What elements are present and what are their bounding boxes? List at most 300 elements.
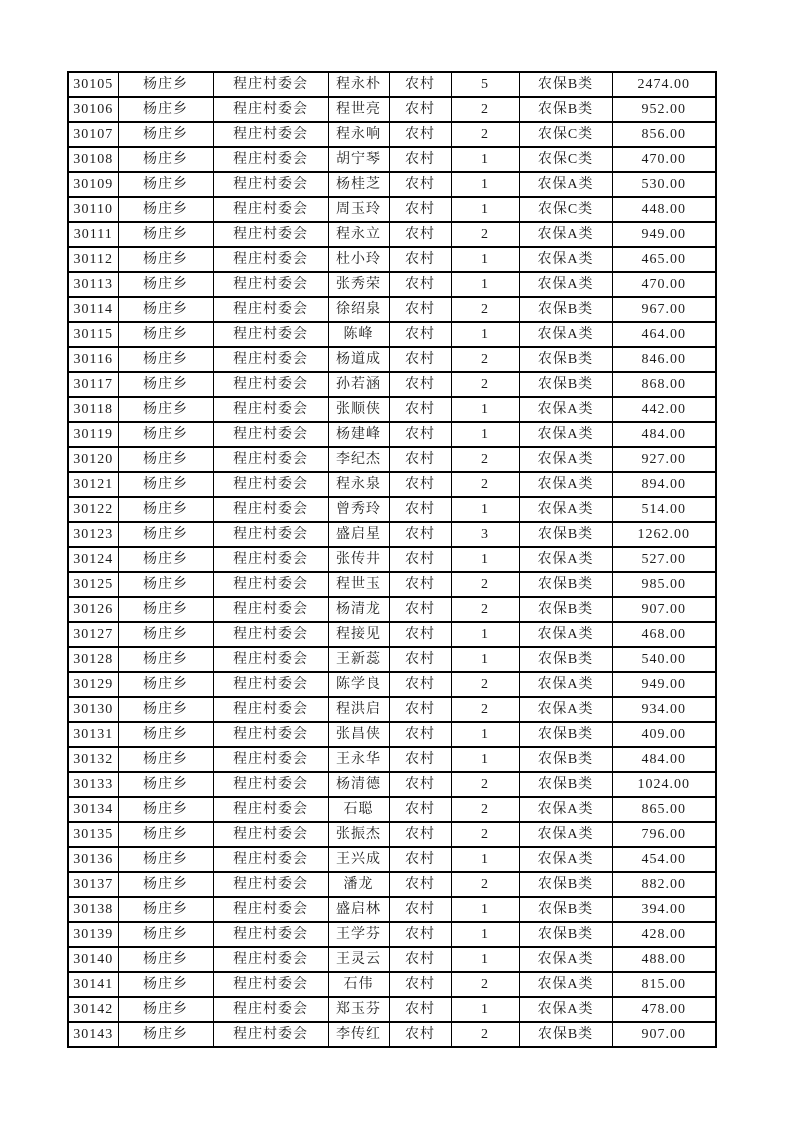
table-row: [68, 372, 716, 397]
table-row: [68, 697, 716, 722]
cell-township: 杨庄乡: [118, 722, 213, 747]
table-row: [68, 922, 716, 947]
cell-amount: 868.00: [612, 372, 716, 397]
table-row: [68, 97, 716, 122]
cell-record-id: 30117: [68, 372, 118, 397]
cell-person-name: 杨清德: [328, 772, 389, 797]
cell-village-committee: 程庄村委会: [213, 397, 328, 422]
table-row: [68, 797, 716, 822]
table-row: [68, 822, 716, 847]
cell-residence-type: 农村: [389, 972, 451, 997]
cell-township: 杨庄乡: [118, 697, 213, 722]
cell-amount: 540.00: [612, 647, 716, 672]
cell-record-id: 30127: [68, 622, 118, 647]
cell-insurance-class: 农保B类: [519, 522, 612, 547]
cell-village-committee: 程庄村委会: [213, 497, 328, 522]
table-row: [68, 347, 716, 372]
cell-township: 杨庄乡: [118, 397, 213, 422]
cell-person-count: 2: [451, 122, 519, 147]
table-row: [68, 322, 716, 347]
cell-person-name: 程洪启: [328, 697, 389, 722]
cell-person-count: 2: [451, 297, 519, 322]
cell-insurance-class: 农保C类: [519, 197, 612, 222]
cell-residence-type: 农村: [389, 172, 451, 197]
cell-insurance-class: 农保B类: [519, 722, 612, 747]
cell-village-committee: 程庄村委会: [213, 597, 328, 622]
cell-township: 杨庄乡: [118, 997, 213, 1022]
cell-person-name: 郑玉芬: [328, 997, 389, 1022]
cell-village-committee: 程庄村委会: [213, 772, 328, 797]
cell-record-id: 30111: [68, 222, 118, 247]
cell-township: 杨庄乡: [118, 972, 213, 997]
cell-residence-type: 农村: [389, 372, 451, 397]
table-row: [68, 397, 716, 422]
cell-amount: 934.00: [612, 697, 716, 722]
cell-person-count: 2: [451, 447, 519, 472]
cell-person-name: 李传红: [328, 1022, 389, 1047]
cell-amount: 488.00: [612, 947, 716, 972]
cell-insurance-class: 农保A类: [519, 972, 612, 997]
cell-township: 杨庄乡: [118, 872, 213, 897]
cell-person-count: 2: [451, 97, 519, 122]
cell-person-count: 5: [451, 72, 519, 97]
cell-village-committee: 程庄村委会: [213, 197, 328, 222]
cell-person-count: 1: [451, 847, 519, 872]
cell-person-name: 程永响: [328, 122, 389, 147]
cell-residence-type: 农村: [389, 522, 451, 547]
cell-township: 杨庄乡: [118, 572, 213, 597]
table-row: [68, 747, 716, 772]
cell-person-count: 1: [451, 322, 519, 347]
cell-village-committee: 程庄村委会: [213, 647, 328, 672]
cell-person-count: 2: [451, 972, 519, 997]
table-row: [68, 572, 716, 597]
cell-record-id: 30138: [68, 897, 118, 922]
cell-amount: 514.00: [612, 497, 716, 522]
cell-insurance-class: 农保B类: [519, 922, 612, 947]
cell-insurance-class: 农保A类: [519, 422, 612, 447]
cell-residence-type: 农村: [389, 222, 451, 247]
cell-village-committee: 程庄村委会: [213, 322, 328, 347]
cell-person-name: 周玉玲: [328, 197, 389, 222]
cell-insurance-class: 农保B类: [519, 872, 612, 897]
cell-person-name: 王永华: [328, 747, 389, 772]
cell-township: 杨庄乡: [118, 372, 213, 397]
cell-residence-type: 农村: [389, 322, 451, 347]
cell-record-id: 30116: [68, 347, 118, 372]
cell-residence-type: 农村: [389, 747, 451, 772]
table-row: [68, 147, 716, 172]
cell-township: 杨庄乡: [118, 797, 213, 822]
table-row: [68, 122, 716, 147]
cell-amount: 907.00: [612, 1022, 716, 1047]
cell-amount: 442.00: [612, 397, 716, 422]
cell-record-id: 30126: [68, 597, 118, 622]
cell-person-name: 王灵云: [328, 947, 389, 972]
cell-person-name: 胡宁琴: [328, 147, 389, 172]
cell-township: 杨庄乡: [118, 272, 213, 297]
cell-record-id: 30118: [68, 397, 118, 422]
cell-residence-type: 农村: [389, 397, 451, 422]
cell-insurance-class: 农保A类: [519, 697, 612, 722]
cell-amount: 2474.00: [612, 72, 716, 97]
cell-record-id: 30105: [68, 72, 118, 97]
table-row: [68, 497, 716, 522]
cell-township: 杨庄乡: [118, 647, 213, 672]
cell-person-count: 1: [451, 897, 519, 922]
cell-person-count: 3: [451, 522, 519, 547]
cell-insurance-class: 农保A类: [519, 497, 612, 522]
cell-residence-type: 农村: [389, 297, 451, 322]
cell-amount: 949.00: [612, 672, 716, 697]
cell-amount: 882.00: [612, 872, 716, 897]
cell-person-count: 1: [451, 722, 519, 747]
cell-village-committee: 程庄村委会: [213, 972, 328, 997]
cell-residence-type: 农村: [389, 547, 451, 572]
cell-amount: 470.00: [612, 147, 716, 172]
cell-township: 杨庄乡: [118, 122, 213, 147]
table-row: [68, 647, 716, 672]
cell-township: 杨庄乡: [118, 347, 213, 372]
cell-person-name: 陈峰: [328, 322, 389, 347]
cell-township: 杨庄乡: [118, 222, 213, 247]
cell-amount: 484.00: [612, 747, 716, 772]
cell-record-id: 30121: [68, 472, 118, 497]
cell-record-id: 30130: [68, 697, 118, 722]
cell-amount: 530.00: [612, 172, 716, 197]
cell-record-id: 30133: [68, 772, 118, 797]
cell-residence-type: 农村: [389, 272, 451, 297]
cell-residence-type: 农村: [389, 622, 451, 647]
cell-township: 杨庄乡: [118, 897, 213, 922]
cell-person-name: 陈学良: [328, 672, 389, 697]
cell-township: 杨庄乡: [118, 847, 213, 872]
cell-township: 杨庄乡: [118, 747, 213, 772]
cell-person-count: 1: [451, 647, 519, 672]
cell-record-id: 30125: [68, 572, 118, 597]
cell-village-committee: 程庄村委会: [213, 147, 328, 172]
table-row: [68, 947, 716, 972]
cell-village-committee: 程庄村委会: [213, 72, 328, 97]
cell-person-name: 张昌侠: [328, 722, 389, 747]
cell-insurance-class: 农保B类: [519, 572, 612, 597]
cell-person-count: 2: [451, 672, 519, 697]
cell-village-committee: 程庄村委会: [213, 122, 328, 147]
cell-record-id: 30131: [68, 722, 118, 747]
cell-residence-type: 农村: [389, 572, 451, 597]
cell-residence-type: 农村: [389, 722, 451, 747]
cell-person-name: 王新蕊: [328, 647, 389, 672]
cell-insurance-class: 农保A类: [519, 622, 612, 647]
table-row: [68, 422, 716, 447]
cell-village-committee: 程庄村委会: [213, 947, 328, 972]
cell-person-name: 王兴成: [328, 847, 389, 872]
cell-residence-type: 农村: [389, 122, 451, 147]
cell-person-name: 盛启林: [328, 897, 389, 922]
cell-person-count: 1: [451, 172, 519, 197]
cell-person-name: 张顺侠: [328, 397, 389, 422]
cell-amount: 952.00: [612, 97, 716, 122]
cell-record-id: 30132: [68, 747, 118, 772]
cell-person-count: 1: [451, 422, 519, 447]
cell-record-id: 30107: [68, 122, 118, 147]
cell-township: 杨庄乡: [118, 1022, 213, 1047]
cell-person-count: 2: [451, 772, 519, 797]
cell-record-id: 30120: [68, 447, 118, 472]
cell-insurance-class: 农保C类: [519, 147, 612, 172]
cell-township: 杨庄乡: [118, 147, 213, 172]
cell-person-count: 2: [451, 597, 519, 622]
cell-village-committee: 程庄村委会: [213, 747, 328, 772]
cell-amount: 484.00: [612, 422, 716, 447]
cell-person-name: 潘龙: [328, 872, 389, 897]
cell-residence-type: 农村: [389, 597, 451, 622]
cell-record-id: 30109: [68, 172, 118, 197]
cell-person-name: 王学芬: [328, 922, 389, 947]
cell-insurance-class: 农保B类: [519, 1022, 612, 1047]
cell-township: 杨庄乡: [118, 422, 213, 447]
cell-village-committee: 程庄村委会: [213, 672, 328, 697]
cell-person-name: 程永泉: [328, 472, 389, 497]
table-row: [68, 197, 716, 222]
cell-person-count: 1: [451, 922, 519, 947]
cell-residence-type: 农村: [389, 497, 451, 522]
cell-residence-type: 农村: [389, 1022, 451, 1047]
cell-amount: 468.00: [612, 622, 716, 647]
table-body: [68, 72, 716, 1047]
cell-amount: 409.00: [612, 722, 716, 747]
cell-village-committee: 程庄村委会: [213, 872, 328, 897]
cell-insurance-class: 农保A类: [519, 322, 612, 347]
cell-person-count: 1: [451, 747, 519, 772]
cell-record-id: 30141: [68, 972, 118, 997]
cell-insurance-class: 农保B类: [519, 772, 612, 797]
cell-residence-type: 农村: [389, 897, 451, 922]
cell-village-committee: 程庄村委会: [213, 297, 328, 322]
cell-insurance-class: 农保A类: [519, 222, 612, 247]
table-row: [68, 272, 716, 297]
cell-insurance-class: 农保A类: [519, 172, 612, 197]
table-row: [68, 522, 716, 547]
cell-amount: 856.00: [612, 122, 716, 147]
cell-person-count: 1: [451, 547, 519, 572]
cell-residence-type: 农村: [389, 697, 451, 722]
cell-residence-type: 农村: [389, 847, 451, 872]
cell-record-id: 30140: [68, 947, 118, 972]
cell-village-committee: 程庄村委会: [213, 522, 328, 547]
cell-residence-type: 农村: [389, 797, 451, 822]
cell-person-count: 2: [451, 872, 519, 897]
cell-insurance-class: 农保B类: [519, 647, 612, 672]
cell-amount: 448.00: [612, 197, 716, 222]
cell-village-committee: 程庄村委会: [213, 572, 328, 597]
cell-person-name: 盛启星: [328, 522, 389, 547]
cell-insurance-class: 农保A类: [519, 272, 612, 297]
cell-amount: 796.00: [612, 822, 716, 847]
cell-person-name: 张振杰: [328, 822, 389, 847]
table-row: [68, 772, 716, 797]
table-row: [68, 597, 716, 622]
cell-record-id: 30123: [68, 522, 118, 547]
cell-township: 杨庄乡: [118, 547, 213, 572]
cell-township: 杨庄乡: [118, 72, 213, 97]
cell-amount: 1024.00: [612, 772, 716, 797]
cell-person-name: 程世玉: [328, 572, 389, 597]
cell-person-count: 2: [451, 822, 519, 847]
cell-village-committee: 程庄村委会: [213, 347, 328, 372]
cell-insurance-class: 农保B类: [519, 72, 612, 97]
table-row: [68, 872, 716, 897]
table-row: [68, 297, 716, 322]
cell-insurance-class: 农保A类: [519, 247, 612, 272]
cell-person-count: 1: [451, 397, 519, 422]
cell-residence-type: 农村: [389, 247, 451, 272]
cell-township: 杨庄乡: [118, 197, 213, 222]
cell-insurance-class: 农保B类: [519, 347, 612, 372]
cell-residence-type: 农村: [389, 97, 451, 122]
cell-residence-type: 农村: [389, 347, 451, 372]
cell-amount: 865.00: [612, 797, 716, 822]
cell-person-name: 张秀荣: [328, 272, 389, 297]
cell-person-count: 2: [451, 572, 519, 597]
cell-township: 杨庄乡: [118, 497, 213, 522]
cell-amount: 478.00: [612, 997, 716, 1022]
cell-amount: 470.00: [612, 272, 716, 297]
cell-village-committee: 程庄村委会: [213, 897, 328, 922]
cell-village-committee: 程庄村委会: [213, 222, 328, 247]
cell-amount: 428.00: [612, 922, 716, 947]
cell-residence-type: 农村: [389, 647, 451, 672]
cell-person-count: 1: [451, 247, 519, 272]
cell-township: 杨庄乡: [118, 522, 213, 547]
cell-person-name: 曾秀玲: [328, 497, 389, 522]
cell-person-name: 张传井: [328, 547, 389, 572]
cell-record-id: 30115: [68, 322, 118, 347]
cell-record-id: 30143: [68, 1022, 118, 1047]
cell-residence-type: 农村: [389, 822, 451, 847]
table-row: [68, 547, 716, 572]
table-row: [68, 847, 716, 872]
cell-person-name: 程世亮: [328, 97, 389, 122]
cell-township: 杨庄乡: [118, 822, 213, 847]
cell-village-committee: 程庄村委会: [213, 922, 328, 947]
table-row: [68, 672, 716, 697]
cell-person-count: 1: [451, 197, 519, 222]
cell-person-count: 1: [451, 947, 519, 972]
cell-village-committee: 程庄村委会: [213, 97, 328, 122]
cell-residence-type: 农村: [389, 672, 451, 697]
table-row: [68, 972, 716, 997]
cell-person-name: 李纪杰: [328, 447, 389, 472]
cell-insurance-class: 农保C类: [519, 122, 612, 147]
cell-record-id: 30128: [68, 647, 118, 672]
cell-amount: 985.00: [612, 572, 716, 597]
cell-insurance-class: 农保A类: [519, 797, 612, 822]
cell-amount: 394.00: [612, 897, 716, 922]
cell-insurance-class: 农保A类: [519, 672, 612, 697]
cell-township: 杨庄乡: [118, 172, 213, 197]
cell-residence-type: 农村: [389, 872, 451, 897]
cell-insurance-class: 农保A类: [519, 547, 612, 572]
cell-person-name: 杨道成: [328, 347, 389, 372]
cell-amount: 527.00: [612, 547, 716, 572]
cell-insurance-class: 农保B类: [519, 597, 612, 622]
cell-insurance-class: 农保A类: [519, 847, 612, 872]
cell-person-name: 杨建峰: [328, 422, 389, 447]
cell-township: 杨庄乡: [118, 947, 213, 972]
cell-residence-type: 农村: [389, 147, 451, 172]
cell-record-id: 30108: [68, 147, 118, 172]
cell-person-count: 2: [451, 697, 519, 722]
cell-person-count: 2: [451, 1022, 519, 1047]
cell-village-committee: 程庄村委会: [213, 622, 328, 647]
cell-village-committee: 程庄村委会: [213, 822, 328, 847]
table-row: [68, 722, 716, 747]
cell-insurance-class: 农保B类: [519, 897, 612, 922]
table-row: [68, 1022, 716, 1047]
cell-person-count: 2: [451, 347, 519, 372]
cell-insurance-class: 农保B类: [519, 747, 612, 772]
cell-amount: 894.00: [612, 472, 716, 497]
cell-village-committee: 程庄村委会: [213, 1022, 328, 1047]
cell-village-committee: 程庄村委会: [213, 247, 328, 272]
cell-record-id: 30137: [68, 872, 118, 897]
table-row: [68, 172, 716, 197]
cell-person-name: 石聪: [328, 797, 389, 822]
cell-residence-type: 农村: [389, 947, 451, 972]
cell-village-committee: 程庄村委会: [213, 547, 328, 572]
table-row: [68, 472, 716, 497]
cell-village-committee: 程庄村委会: [213, 797, 328, 822]
cell-record-id: 30135: [68, 822, 118, 847]
table-row: [68, 897, 716, 922]
cell-village-committee: 程庄村委会: [213, 847, 328, 872]
cell-person-count: 2: [451, 372, 519, 397]
cell-insurance-class: 农保A类: [519, 397, 612, 422]
cell-township: 杨庄乡: [118, 622, 213, 647]
cell-residence-type: 农村: [389, 772, 451, 797]
cell-amount: 454.00: [612, 847, 716, 872]
cell-insurance-class: 农保A类: [519, 822, 612, 847]
cell-insurance-class: 农保A类: [519, 472, 612, 497]
cell-amount: 815.00: [612, 972, 716, 997]
cell-record-id: 30142: [68, 997, 118, 1022]
cell-person-name: 杨桂芝: [328, 172, 389, 197]
cell-village-committee: 程庄村委会: [213, 722, 328, 747]
cell-residence-type: 农村: [389, 447, 451, 472]
cell-person-name: 徐绍泉: [328, 297, 389, 322]
cell-township: 杨庄乡: [118, 472, 213, 497]
cell-person-count: 2: [451, 797, 519, 822]
cell-person-count: 1: [451, 147, 519, 172]
cell-insurance-class: 农保B类: [519, 372, 612, 397]
cell-person-name: 杜小玲: [328, 247, 389, 272]
cell-village-committee: 程庄村委会: [213, 172, 328, 197]
cell-amount: 464.00: [612, 322, 716, 347]
cell-residence-type: 农村: [389, 422, 451, 447]
cell-person-count: 1: [451, 497, 519, 522]
table-row: [68, 247, 716, 272]
cell-township: 杨庄乡: [118, 672, 213, 697]
cell-amount: 949.00: [612, 222, 716, 247]
cell-record-id: 30110: [68, 197, 118, 222]
cell-residence-type: 农村: [389, 72, 451, 97]
cell-village-committee: 程庄村委会: [213, 472, 328, 497]
cell-record-id: 30124: [68, 547, 118, 572]
cell-insurance-class: 农保A类: [519, 997, 612, 1022]
table-row: [68, 72, 716, 97]
cell-insurance-class: 农保A类: [519, 947, 612, 972]
